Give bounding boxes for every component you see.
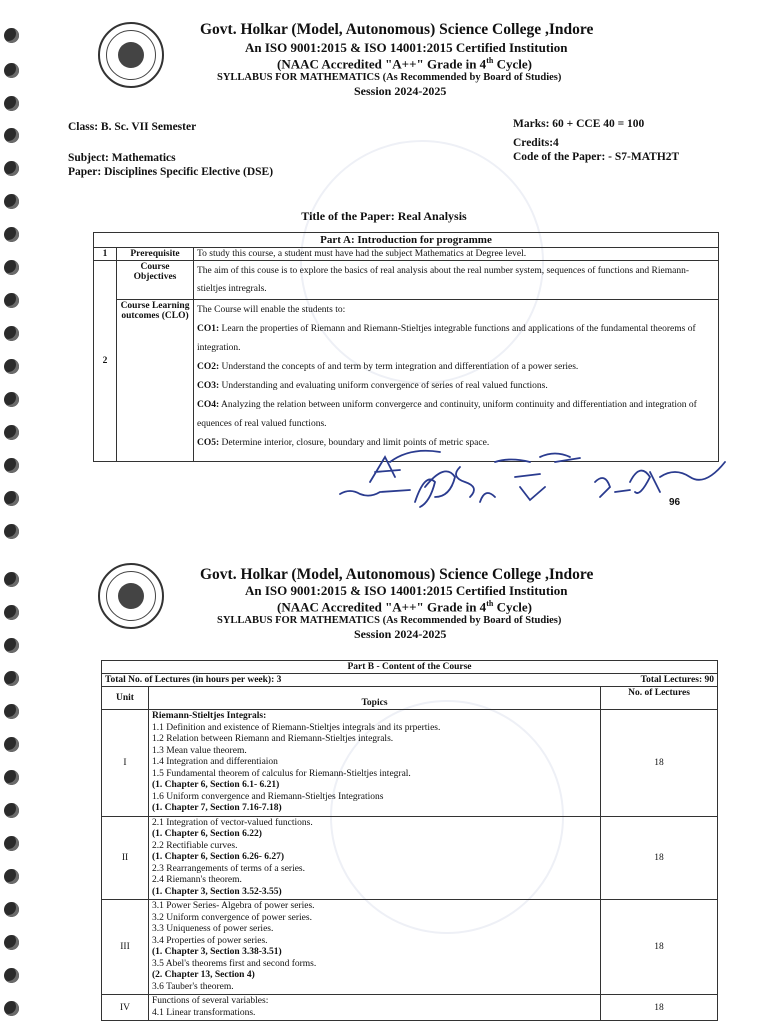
paper-title: Title of the Paper: Real Analysis [301, 209, 467, 223]
topic-line: 3.6 Tauber's theorem. [152, 981, 234, 992]
topic-line: Riemann-Stieltjes Integrals: [152, 711, 267, 721]
clo-text: Learn the properties of Riemann and Riemann-Stieltjes integrable functions and applications of the fundamental theorems of integration. [197, 324, 696, 353]
clo-code: CO3: [197, 381, 220, 391]
punch-hole [4, 260, 19, 275]
clo-item [197, 358, 715, 377]
marks-label: Marks: 60 + CCE 40 = 100 [513, 118, 645, 130]
unit-number: I [102, 710, 149, 817]
college-logo [98, 22, 164, 88]
naac-line: (NAAC Accredited "A++" Grade in 4th Cycle) [277, 599, 532, 615]
topic-line: (1. Chapter 3, Section 3.52-3.55) [152, 886, 282, 897]
table-row [102, 900, 718, 995]
class-label: Class: B. Sc. VII Semester [68, 121, 197, 133]
unit-topics [149, 816, 601, 900]
punch-hole [4, 803, 19, 818]
topic-line: 3.1 Power Series- Algebra of power series. [152, 901, 315, 911]
punch-hole [4, 671, 19, 686]
lecture-count: 18 [601, 710, 718, 817]
punch-hole [4, 491, 19, 506]
punch-hole [4, 638, 19, 653]
unit-topics [149, 900, 601, 995]
syllabus-line: SYLLABUS FOR MATHEMATICS (As Recommended by Board of Studies) [217, 72, 562, 83]
punch-hole [4, 392, 19, 407]
row-number: 1 [94, 248, 117, 261]
topic-line: 3.4 Properties of power series. [152, 935, 268, 946]
clo-intro: The Course will enable the students to: [197, 305, 346, 315]
punch-hole [4, 326, 19, 341]
topic-line: (2. Chapter 13, Section 4) [152, 970, 255, 980]
lecture-count: 18 [601, 900, 718, 995]
syllabus-line: SYLLABUS FOR MATHEMATICS (As Recommended by Board of Studies) [217, 615, 562, 626]
objectives-label: Course Objectives [117, 261, 194, 300]
punch-hole [4, 737, 19, 752]
topic-line: 3.2 Uniform convergence of power series. [152, 912, 312, 923]
punch-hole [4, 194, 19, 209]
punch-hole [4, 227, 19, 242]
clo-text: Understand the concepts of and term by term integration and differentiation of a power series. [219, 362, 579, 372]
clo-item [197, 377, 715, 396]
session-line: Session 2024-2025 [354, 627, 447, 641]
unit-number: IV [102, 995, 149, 1021]
topic-line: 1.6 Uniform convergence and Riemann-Stieltjes Integrations [152, 791, 384, 802]
college-name: Govt. Holkar (Model, Autonomous) Science College ,Indore [200, 566, 594, 583]
clo-text: Analyzing the relation between uniform convergerce and continuity, uniform continuity and differentiation and integration of equences of real valued functions. [197, 400, 697, 429]
part-a-table [93, 232, 719, 462]
part-b-heading: Part B - Content of the Course [102, 661, 718, 674]
unit-number: II [102, 816, 149, 900]
part-b-table [101, 660, 718, 1021]
clo-code: CO5: [197, 438, 220, 448]
punch-hole [4, 770, 19, 785]
topic-line: 1.1 Definition and existence of Riemann-Stieltjes integrals and its prperties. [152, 722, 441, 733]
punch-hole [4, 605, 19, 620]
col-lectures-header: No. of Lectures [601, 687, 718, 710]
punch-hole [4, 704, 19, 719]
topic-line: (1. Chapter 7, Section 7.16-7.18) [152, 803, 282, 813]
topic-line: Functions of several variables: [152, 996, 269, 1006]
topic-line: 3.5 Abel's theorems first and second forms. [152, 958, 317, 969]
topic-line: 3.3 Uniqueness of power series. [152, 924, 274, 934]
lectures-per-week: Total No. of Lectures (in hours per week): 3 [102, 674, 601, 687]
clo-code: CO2: [197, 362, 220, 372]
clo-text: Determine interior, closure, boundary and limit points of metric space. [219, 438, 490, 448]
college-name: Govt. Holkar (Model, Autonomous) Science College ,Indore [200, 21, 594, 38]
clo-code: CO1: [197, 324, 220, 334]
naac-line: (NAAC Accredited "A++" Grade in 4th Cycle) [277, 56, 532, 72]
lecture-count: 18 [601, 816, 718, 900]
punch-hole [4, 1001, 19, 1016]
col-unit-header: Unit [102, 687, 149, 710]
topic-line: 1.2 Relation between Riemann and Riemann-Stieltjes integrals. [152, 734, 394, 744]
clo-code: CO4: [197, 400, 220, 410]
punch-hole [4, 458, 19, 473]
punch-hole [4, 935, 19, 950]
punch-hole [4, 28, 19, 43]
punch-hole [4, 293, 19, 308]
clo-label: Course Learning outcomes (CLO) [117, 300, 194, 462]
unit-topics [149, 995, 601, 1021]
table-row [102, 710, 718, 817]
unit-topics [149, 710, 601, 817]
clo-cell [194, 300, 719, 462]
punch-hole [4, 359, 19, 374]
credits-label: Credits:4 [513, 137, 559, 149]
topic-line: 4.1 Linear transformations. [152, 1007, 256, 1018]
page-number: 96 [669, 497, 681, 508]
topic-line: 2.2 Rectifiable curves. [152, 840, 238, 851]
subject-label: Subject: Mathematics [68, 152, 176, 164]
topic-line: (1. Chapter 3, Section 3.38-3.51) [152, 947, 282, 957]
clo-item [197, 396, 715, 434]
punch-hole [4, 524, 19, 539]
total-lectures: Total Lectures: 90 [601, 674, 718, 687]
punch-hole [4, 96, 19, 111]
session-line: Session 2024-2025 [354, 84, 447, 98]
punch-hole [4, 161, 19, 176]
iso-line: An ISO 9001:2015 & ISO 14001:2015 Certified Institution [245, 40, 568, 55]
topic-line: 1.3 Mean value theorem. [152, 745, 247, 756]
table-row [102, 995, 718, 1021]
row-number: 2 [94, 261, 117, 462]
punch-hole [4, 902, 19, 917]
punch-hole [4, 572, 19, 587]
topic-line: 1.4 Integration and differentiaion [152, 757, 278, 767]
table-row [102, 816, 718, 900]
punch-hole [4, 968, 19, 983]
topic-line: 2.4 Riemann's theorem. [152, 875, 242, 885]
topic-line: 1.5 Fundamental theorem of calculus for Riemann-Stieltjes integral. [152, 768, 411, 779]
prerequisite-label: Prerequisite [117, 248, 194, 261]
clo-item [197, 320, 715, 358]
col-topics-header: Topics [149, 687, 601, 710]
prerequisite-text: To study this course, a student must have had the subject Mathematics at Degree level. [194, 248, 719, 261]
topic-line: (1. Chapter 6, Section 6.22) [152, 829, 262, 839]
lecture-count: 18 [601, 995, 718, 1021]
topic-line: 2.1 Integration of vector-valued functions. [152, 817, 313, 828]
part-a-heading: Part A: Introduction for programme [94, 233, 719, 248]
topic-line: (1. Chapter 6, Section 6.26- 6.27) [152, 852, 285, 862]
college-logo [98, 563, 164, 629]
topic-line: 2.3 Rearrangements of terms of a series. [152, 863, 306, 874]
punch-hole [4, 63, 19, 78]
topic-line: (1. Chapter 6, Section 6.1- 6.21) [152, 780, 280, 790]
iso-line: An ISO 9001:2015 & ISO 14001:2015 Certified Institution [245, 583, 568, 598]
unit-number: III [102, 900, 149, 995]
punch-hole [4, 128, 19, 143]
handwritten-signatures [330, 442, 730, 522]
clo-text: Understanding and evaluating uniform convergence of series of real valued functions. [219, 381, 548, 391]
punch-hole [4, 869, 19, 884]
punch-hole [4, 836, 19, 851]
paper-code: Code of the Paper: - S7-MATH2T [513, 151, 680, 163]
objectives-text: The aim of this couse is to explore the basics of real analysis about the real number system, sequences of functions and Riemann-stieltjes intregrals. [194, 261, 719, 300]
punch-hole [4, 425, 19, 440]
paper-type: Paper: Disciplines Specific Elective (DSE) [68, 166, 274, 178]
